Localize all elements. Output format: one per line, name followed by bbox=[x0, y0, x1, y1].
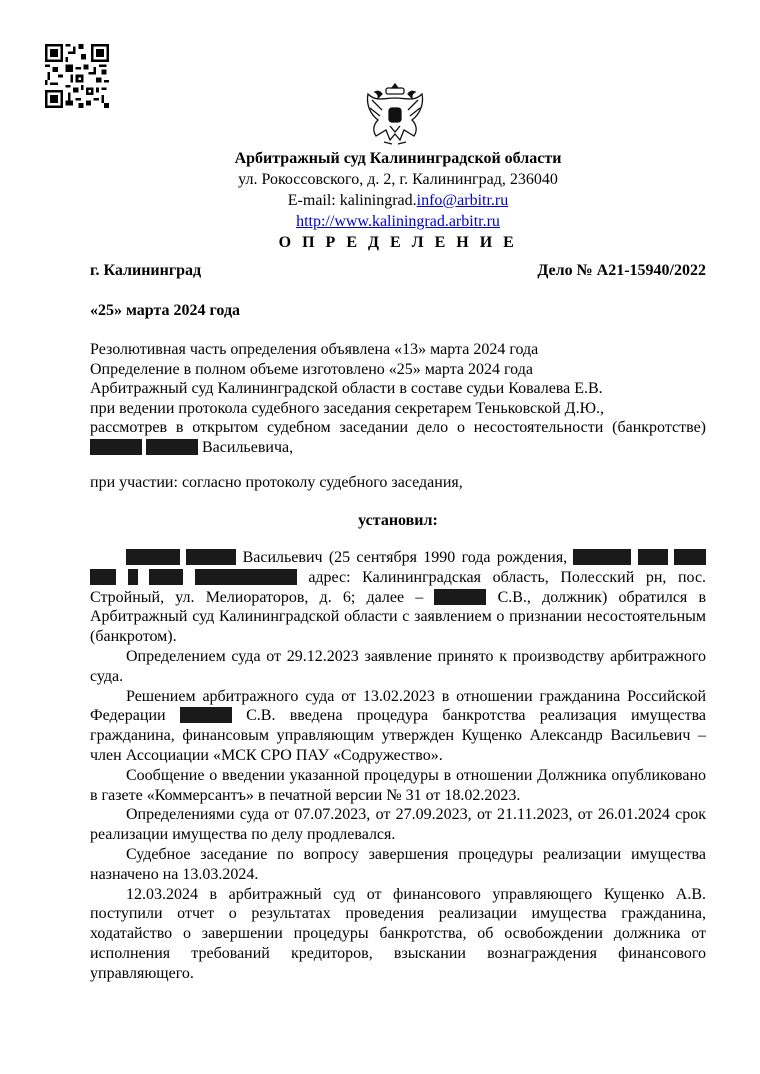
body-paragraph: Сообщение о введении указанной процедуры в отношении Должника опубликовано в газете «Коммерсантъ» в печатной версии № 31 от 18.02.2023. bbox=[90, 766, 706, 804]
redaction-block bbox=[149, 569, 183, 585]
coat-of-arms-icon bbox=[362, 80, 428, 148]
court-address: ул. Рокоссовского, д. 2, г. Калининград, 236040 bbox=[238, 171, 558, 188]
intro-block bbox=[90, 340, 706, 458]
body-paragraph: 12.03.2024 в арбитражный суд от финансового управляющего Кущенко А.В. поступили отчет о результатах проведения реализации имущества гражданина, ходатайство о завершении процедуры банкротства, об освобождении должника от исполнения требований кредиторов, взыскании вознаграждения финансового управляющего. bbox=[90, 885, 706, 982]
email-link[interactable]: info@arbitr.ru bbox=[416, 192, 509, 209]
participation-line: при участии: согласно протоколу судебного заседания, bbox=[90, 474, 463, 491]
document-body bbox=[90, 548, 706, 984]
redaction-block bbox=[573, 549, 631, 565]
redaction-block bbox=[180, 707, 232, 723]
city: г. Калининград bbox=[90, 262, 202, 279]
document-date: «25» марта 2024 года bbox=[90, 302, 241, 319]
redaction-block bbox=[128, 569, 138, 585]
intro-line: при ведении протокола судебного заседания секретарем Теньковской Д.Ю., bbox=[90, 399, 605, 417]
intro-line: Резолютивная часть определения объявлена «13» марта 2024 года bbox=[90, 341, 539, 358]
redaction-block bbox=[434, 589, 486, 605]
body-paragraph bbox=[90, 687, 706, 766]
redaction-block bbox=[186, 549, 236, 565]
city-case-row bbox=[90, 262, 706, 280]
redaction-block bbox=[674, 549, 706, 565]
body-paragraph bbox=[90, 548, 706, 647]
body-text: С.В., должник) обратился в Арбитражный суд Калининградской области с заявлением о признании несостоятельным (банкротом). bbox=[90, 588, 707, 646]
court-name: Арбитражный суд Калининградской области bbox=[234, 150, 562, 167]
redaction-block bbox=[126, 549, 180, 565]
document-type-title: О П Р Е Д Е Л Е Н И Е bbox=[278, 234, 518, 251]
redaction-block bbox=[195, 569, 297, 585]
redaction-block bbox=[146, 439, 198, 455]
body-paragraph: Определениями суда от 07.07.2023, от 27.09.2023, от 21.11.2023, от 26.01.2024 срок реализации имущества по делу продлевался. bbox=[90, 806, 706, 844]
case-number: Дело № А21-15940/2022 bbox=[537, 262, 706, 279]
body-text: Решением арбитражного суда от 13.02.2023 в отношении гражданина Российской Федерации bbox=[90, 687, 706, 725]
redaction-block bbox=[638, 549, 668, 565]
body-text: Васильевич (25 сентября 1990 года рождения, bbox=[242, 549, 568, 566]
intro-line: рассмотрев в открытом судебном заседании дело о несостоятельности (банкротстве) bbox=[90, 419, 706, 437]
intro-line: Определение в полном объеме изготовлено «25» марта 2024 года bbox=[90, 360, 533, 378]
website-link[interactable]: http://www.kaliningrad.arbitr.ru bbox=[296, 213, 500, 230]
ruled-heading: установил: bbox=[358, 512, 438, 529]
intro-line-tail: Васильевича, bbox=[202, 438, 294, 456]
redaction-block bbox=[90, 439, 142, 455]
body-text: адрес: Калининградская область, Полесский рн, пос. Стройный, ул. Мелиораторов, д. 6; далее – bbox=[90, 568, 707, 606]
court-header bbox=[90, 148, 706, 253]
redaction-block bbox=[90, 569, 116, 585]
intro-line bbox=[90, 438, 706, 458]
body-paragraph: Определением суда от 29.12.2023 заявление принято к производству арбитражного суда. bbox=[90, 647, 706, 685]
court-email bbox=[90, 190, 706, 211]
body-text: С.В. введена процедура банкротства реализация имущества гражданина, финансовым управляющим утвержден Кущенко Александр Васильевич – член Ассоциации «МСК СРО ПАУ «Содружество». bbox=[90, 707, 707, 764]
body-paragraph: Судебное заседание по вопросу завершения процедуры реализации имущества назначено на 13.03.2024. bbox=[90, 845, 706, 883]
intro-line: Арбитражный суд Калининградской области в составе судьи Ковалева Е.В. bbox=[90, 380, 603, 398]
email-prefix: E-mail: kaliningrad. bbox=[287, 192, 417, 209]
qr-code-icon bbox=[45, 44, 109, 108]
